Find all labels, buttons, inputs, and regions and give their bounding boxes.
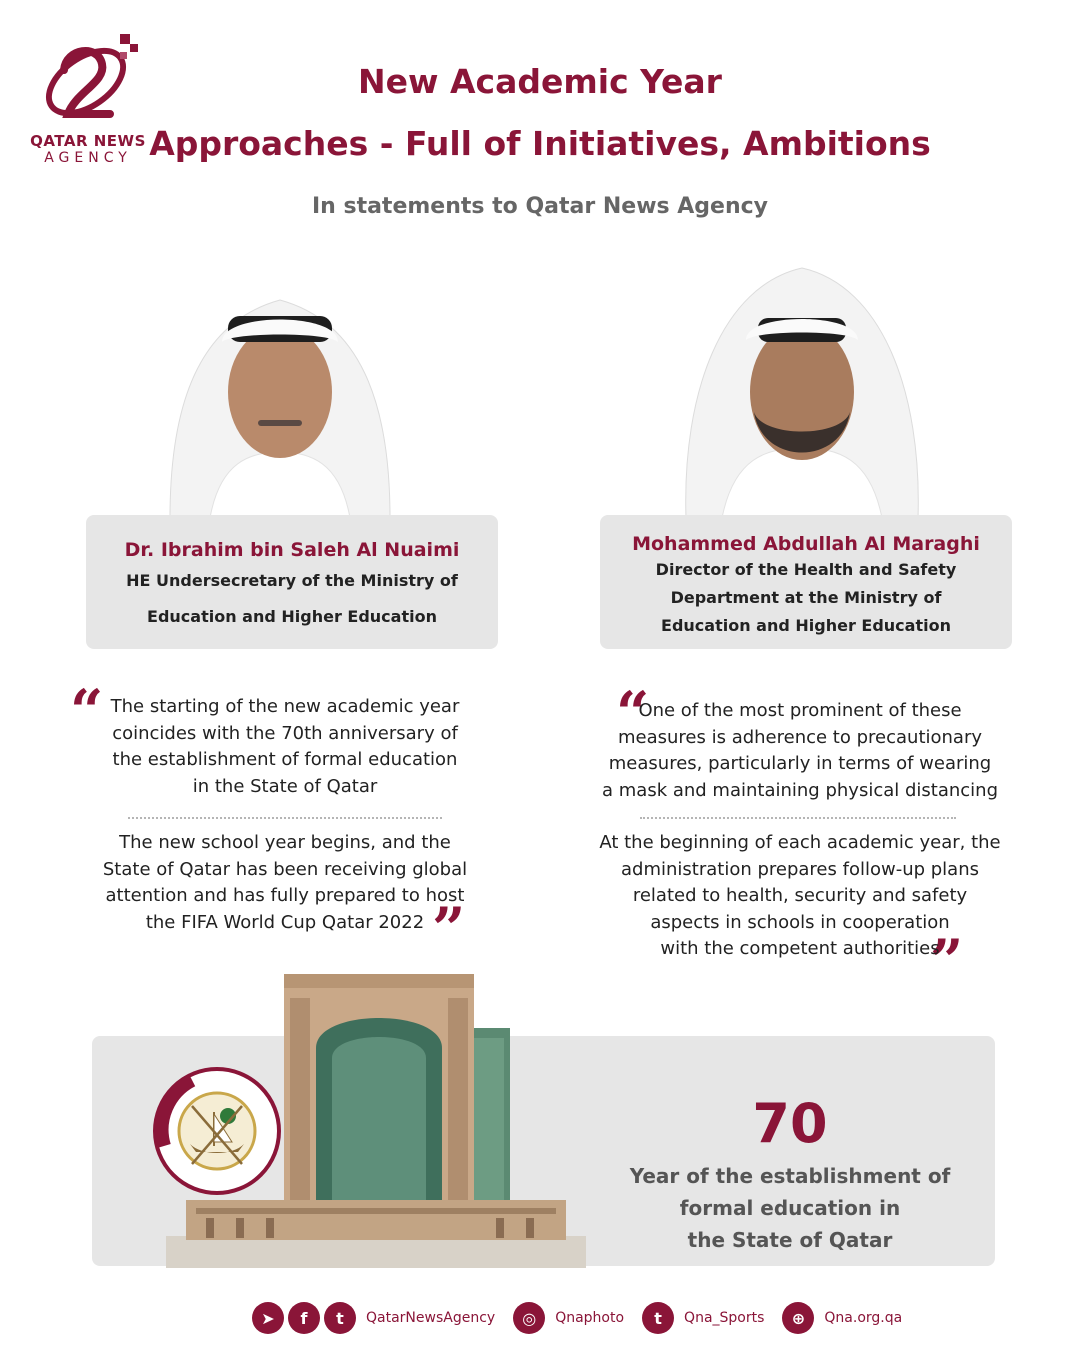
close-quote-icon: ” [930, 927, 964, 995]
website-link[interactable]: Qna.org.qa [824, 1310, 903, 1326]
speaker-role-line: Education and Higher Education [661, 616, 951, 635]
twitter-icon[interactable]: t [642, 1302, 674, 1334]
quote-line: The new school year begins, and the [119, 832, 451, 853]
speaker-role-line: HE Undersecretary of the Ministry of [126, 571, 458, 590]
speaker-name: Dr. Ibrahim bin Saleh Al Nuaimi [124, 539, 460, 561]
page-subtitle: In statements to Qatar News Agency [311, 194, 769, 219]
instagram-icon[interactable]: ◎ [513, 1302, 545, 1334]
speaker-role-line: Department at the Ministry of [670, 588, 942, 607]
handle-sports-link[interactable]: Qna_Sports [684, 1310, 765, 1326]
speaker-name: Mohammed Abdullah Al Maraghi [632, 533, 980, 555]
twitter-icon[interactable]: t [324, 1302, 356, 1334]
quote-line: coincides with the 70th anniversary of [112, 722, 458, 744]
speaker-card-right [600, 515, 1012, 649]
quote-line: aspects in schools in cooperation [650, 911, 950, 933]
quote-block [90, 694, 480, 800]
quote-line: measures is adherence to precautionary [617, 726, 983, 748]
open-quote-icon: “ [616, 679, 650, 747]
quote-block [600, 698, 1000, 804]
quote-line: the FIFA World Cup Qatar 2022 [145, 911, 425, 933]
quote-block [598, 830, 1002, 963]
speaker-role-line: Director of the Health and Safety [655, 560, 957, 579]
caption-line: Year of the establishment of [629, 1164, 951, 1188]
speaker-card-left [86, 515, 498, 649]
quote-line: in the State of Qatar [192, 775, 378, 797]
quote-line: State of Qatar has been receiving global [102, 858, 468, 880]
speaker-portrait-left [150, 282, 410, 518]
quote-divider [640, 817, 956, 819]
caption-line: formal education in [679, 1196, 901, 1220]
ministry-emblem [152, 1066, 282, 1200]
quote-block [90, 830, 480, 936]
quote-line: attention and has fully prepared to host [105, 885, 465, 906]
close-quote-icon: ” [432, 895, 466, 963]
qna-logo-mark [36, 30, 142, 130]
quote-line: related to health, security and safety [632, 885, 968, 906]
quote-line: At the beginning of each academic year, the [599, 832, 1001, 853]
logo-text-line2: AGENCY [44, 150, 132, 166]
quote-line: The starting of the new academic year [110, 696, 460, 717]
quote-line: One of the most prominent of these [638, 700, 962, 721]
handle-photo-link[interactable]: Qnaphoto [555, 1310, 625, 1326]
social-footer [252, 1300, 920, 1336]
handle-main-link[interactable]: QatarNewsAgency [366, 1310, 496, 1326]
open-quote-icon: “ [70, 677, 104, 745]
telegram-icon[interactable]: ➤ [252, 1302, 284, 1334]
logo-text-line1: QATAR NEWS [30, 132, 146, 150]
caption-line: the State of Qatar [687, 1228, 893, 1252]
quote-divider [128, 817, 442, 819]
anniversary-number: 70 [752, 1092, 828, 1155]
globe-icon[interactable]: ⊕ [782, 1302, 814, 1334]
quote-line: a mask and maintaining physical distancing [602, 779, 998, 801]
page-title-line2: Approaches - Full of Initiatives, Ambitions [149, 124, 931, 163]
facebook-icon[interactable]: f [288, 1302, 320, 1334]
anniversary-caption [600, 1160, 980, 1256]
quote-line: measures, particularly in terms of wearing [608, 753, 992, 774]
quote-line: the establishment of formal education [112, 749, 458, 770]
quote-line: with the competent authorities [660, 938, 940, 959]
page-title-line1: New Academic Year [358, 62, 722, 101]
qna-logo [28, 30, 148, 170]
speaker-portrait-right [662, 262, 942, 518]
quote-line: administration prepares follow-up plans [621, 858, 979, 880]
speaker-role-line: Education and Higher Education [147, 607, 437, 626]
